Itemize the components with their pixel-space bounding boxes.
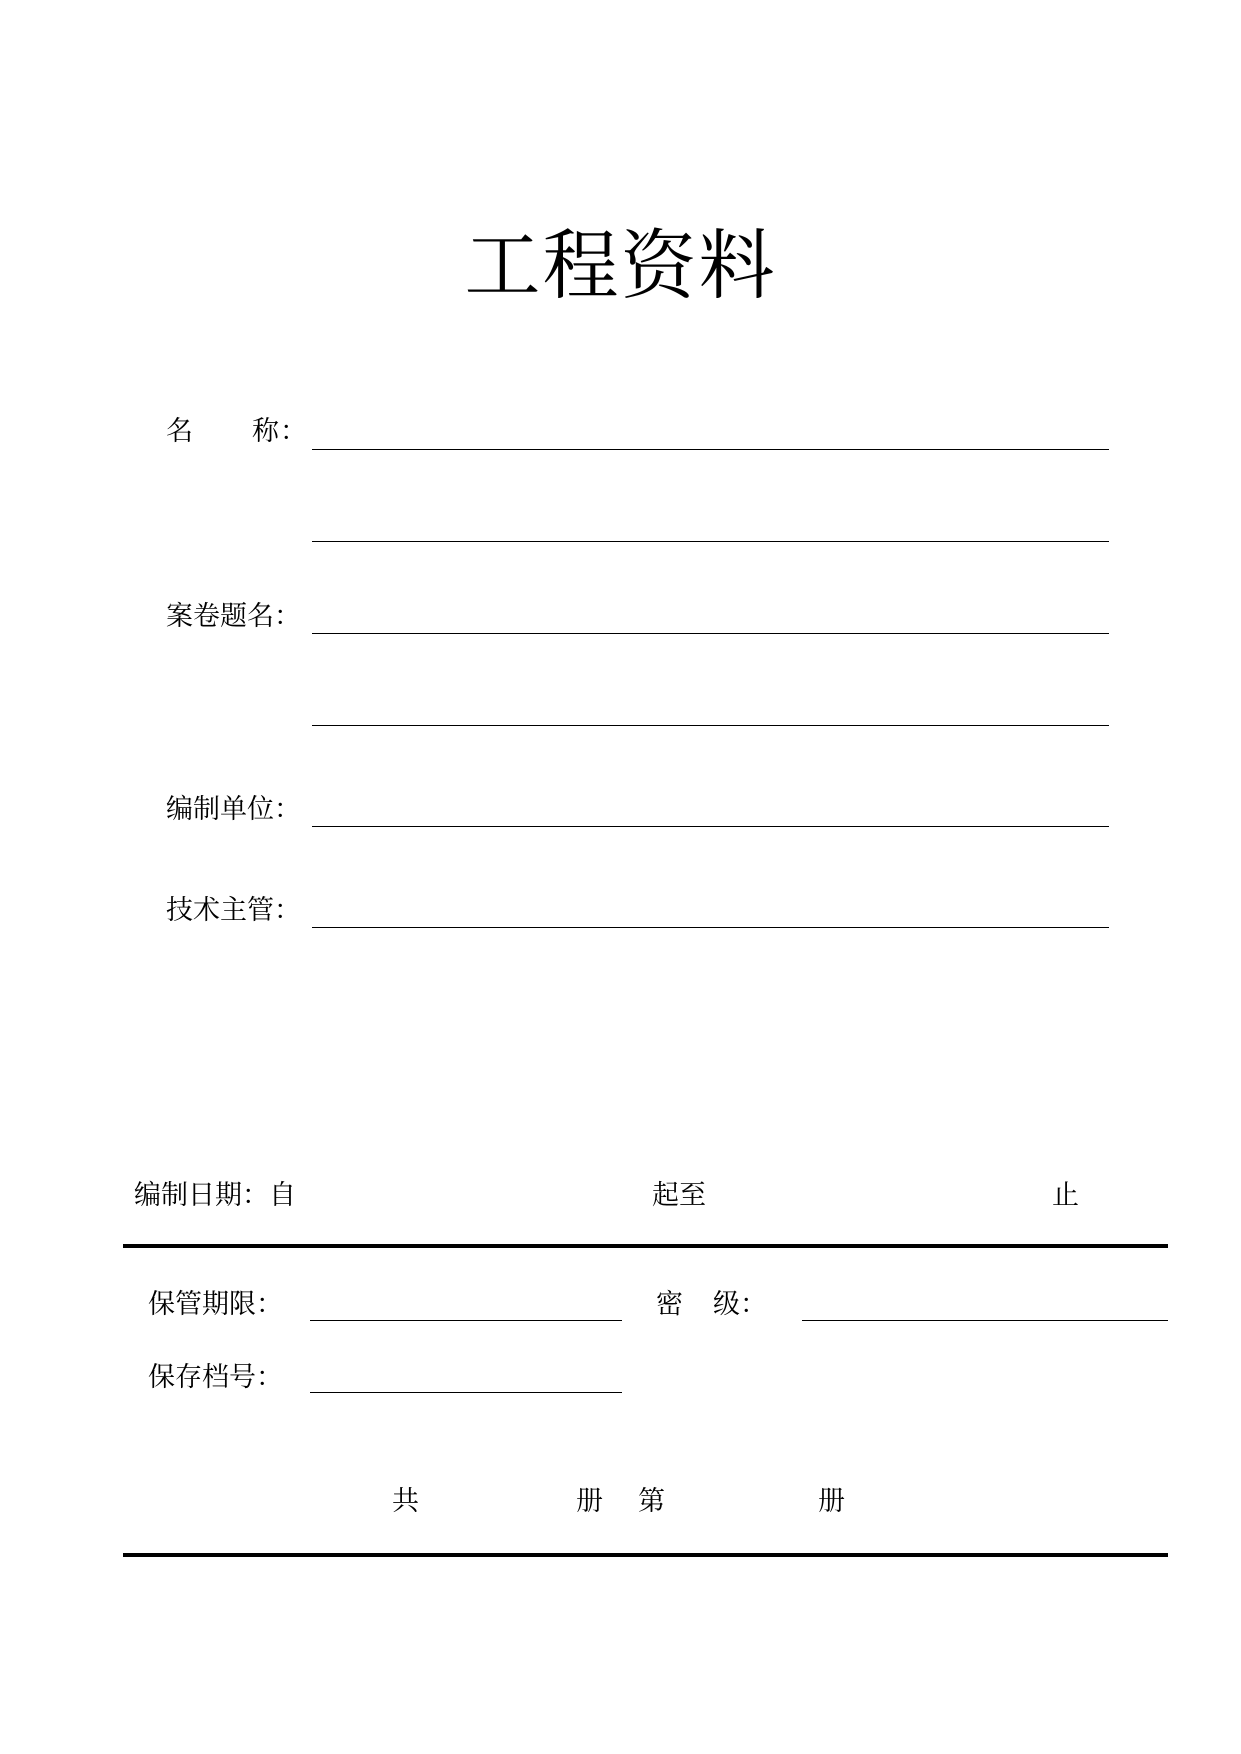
file-title-label: 案卷题名：: [166, 601, 301, 632]
compiler-unit-label: 编制单位：: [166, 794, 301, 825]
secrecy-level-label-char1: 密: [656, 1289, 683, 1320]
compile-date-label: 编制日期：自: [134, 1180, 296, 1211]
retention-period-field-line[interactable]: [310, 1320, 622, 1321]
secrecy-level-field-line[interactable]: [802, 1320, 1168, 1321]
volume-total-prefix: 共: [392, 1486, 419, 1517]
retention-period-label: 保管期限：: [148, 1289, 283, 1320]
storage-number-label: 保存档号：: [148, 1362, 283, 1393]
name-label-colon: ：: [280, 416, 307, 447]
compiler-unit-field-line[interactable]: [312, 826, 1109, 827]
volume-number-suffix: 册: [818, 1486, 845, 1517]
document-title: 工程资料: [464, 221, 777, 310]
section-divider-bottom: [123, 1553, 1168, 1557]
secrecy-level-label-char2: 级：: [713, 1289, 767, 1320]
volume-number-prefix: 第: [638, 1486, 665, 1517]
name-field-line-2[interactable]: [312, 541, 1109, 542]
tech-supervisor-field-line[interactable]: [312, 927, 1109, 928]
file-title-field-line-2[interactable]: [312, 725, 1109, 726]
compile-date-end: 止: [1052, 1180, 1079, 1211]
storage-number-field-line[interactable]: [310, 1392, 622, 1393]
name-field-line-1[interactable]: [312, 449, 1109, 450]
volume-total-suffix: 册: [576, 1486, 603, 1517]
name-label-char2: 称: [252, 416, 279, 447]
section-divider-top: [123, 1244, 1168, 1248]
compile-date-middle: 起至: [652, 1180, 706, 1211]
file-title-field-line-1[interactable]: [312, 633, 1109, 634]
tech-supervisor-label: 技术主管：: [166, 895, 301, 926]
name-label-char1: 名: [166, 416, 193, 447]
